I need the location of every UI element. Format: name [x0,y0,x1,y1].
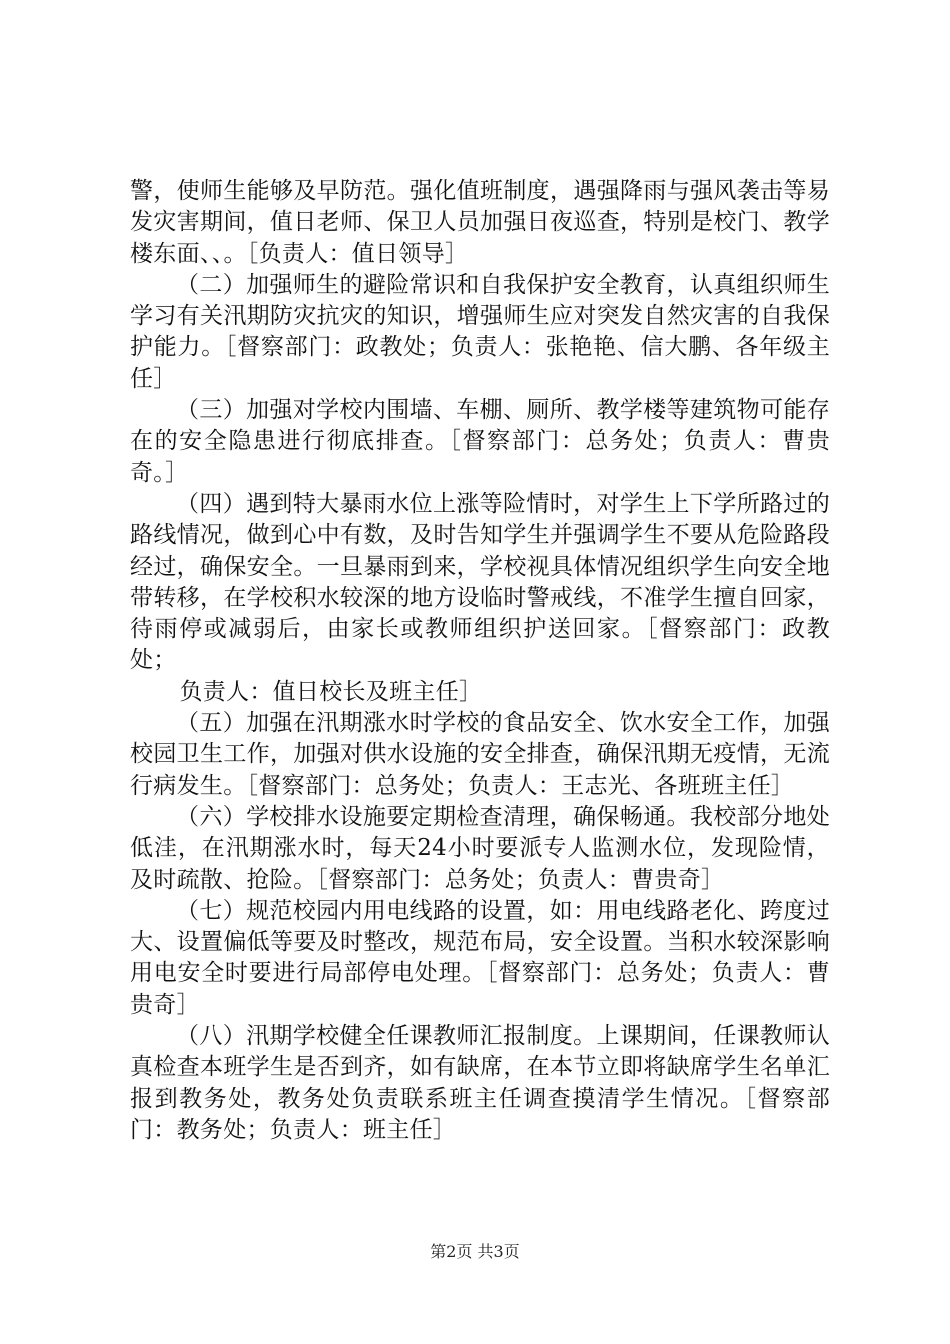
paragraph-item-7: （七）规范校园内用电线路的设置，如：用电线路老化、跨度过大、设置偏低等要及时整改，规范布局，安全设置。当积水较深影响用电安全时要进行局部停电处理。［督察部门：总务处；负责人：曹贵奇］ [130,897,830,1018]
paragraph-item-4-responsible: 负责人：值日校长及班主任］ [179,678,483,705]
paragraph-item-3: （三）加强对学校内围墙、车棚、厕所、教学楼等建筑物可能存在的安全隐患进行彻底排查。［督察部门：总务处；负责人：曹贵奇。］ [130,397,830,486]
paragraph-item-4: （四）遇到特大暴雨水位上涨等险情时，对学生上下学所路过的路线情况，做到心中有数，及时告知学生并强调学生不要从危险路段经过，确保安全。一旦暴雨到来，学校视具体情况组织学生向安全地带转移，在学校积水较深的地方设临时警戒线，不准学生擅自回家，待雨停或减弱后，由家长或教师组织护送回家。［督察部门：政教处； [130,490,830,674]
document-body [130,176,830,1146]
paragraph-item-6: （六）学校排水设施要定期检查清理，确保畅通。我校部分地处低洼，在汛期涨水时，每天24小时要派专人监测水位，发现险情，及时疏散、抢险。［督察部门：总务处；负责人：曹贵奇］ [130,803,830,893]
paragraph-item-8: （八）汛期学校健全任课教师汇报制度。上课期间，任课教师认真检查本班学生是否到齐，如有缺席，在本节立即将缺席学生名单汇报到教务处，教务处负责联系班主任调查摸清学生情况。［督察部门：教务处；负责人：班主任］ [130,1023,830,1143]
paragraph-item-5: （五）加强在汛期涨水时学校的食品安全、饮水安全工作，加强校园卫生工作，加强对供水设施的安全排查，确保汛期无疫情，无流行病发生。［督察部门：总务处；负责人：王志光、各班班主任］ [130,710,830,799]
paragraph-continuation: 警，使师生能够及早防范。强化值班制度，遇强降雨与强风袭击等易发灾害期间，值日老师、保卫人员加强日夜巡查，特别是校门、教学楼东面、、。［负责人：值日领导］ [130,178,830,267]
page-number-footer: 第2页 共3页 [430,1242,520,1261]
paragraph-item-2: （二）加强师生的避险常识和自我保护安全教育，认真组织师生学习有关汛期防灾抗灾的知识，增强师生应对突发自然灾害的自我保护能力。［督察部门：政教处；负责人：张艳艳、信大鹏、各年级主任］ [130,271,830,392]
